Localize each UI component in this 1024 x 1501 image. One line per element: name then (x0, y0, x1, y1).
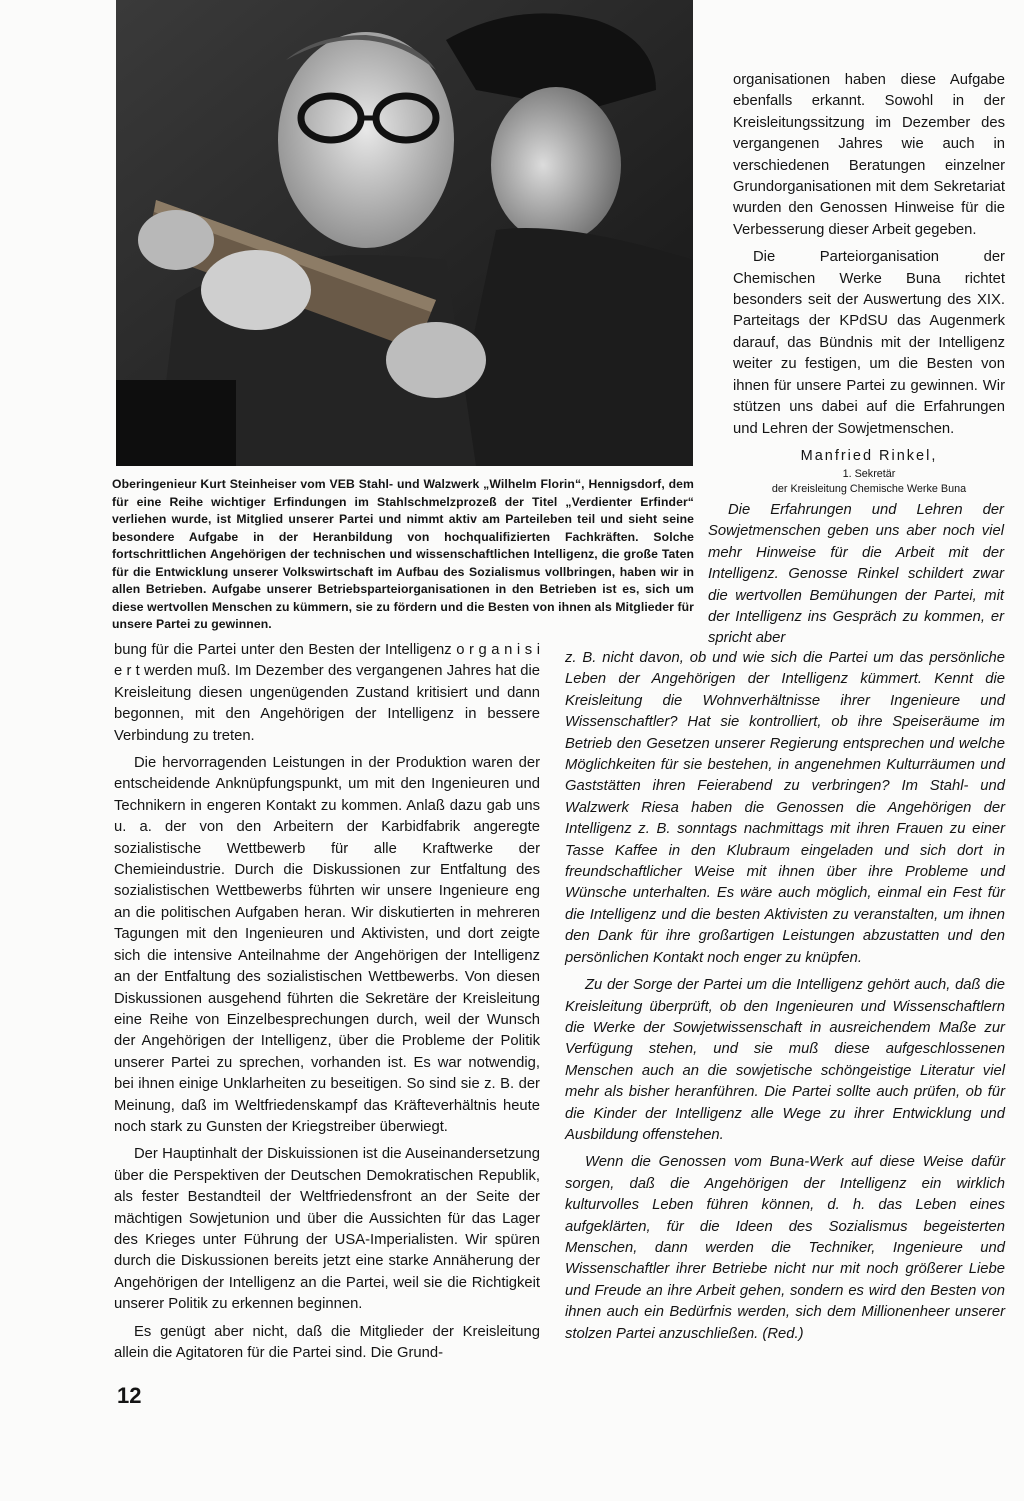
signature-name: Manfried Rinkel, (800, 447, 938, 464)
left-paragraph: Es genügt aber nicht, daß die Mitglieder der Kreisleitung allein die Agitatoren für die Partei sind. Die Grund- (114, 1323, 540, 1361)
signature-org: der Kreisleitung Chemische Werke Buna (771, 483, 967, 496)
photo-caption: Oberingenieur Kurt Steinheiser vom VEB Stahl- und Walzwerk „Wilhelm Florin“, Hennigsdorf, dem für eine Reihe wichtiger Erfindungen im Stahlschmelzprozeß der Titel „Verdienter Erfinder“ verliehen wurde, ist Mitglied unserer Partei und nimmt aktiv am Parteileben teil und sieht seine besondere Aufgabe in der Heranbildung von hochqualifizierten Fachkräften. Solche fortschrittlichen Angehörigen der technischen und wissenschaftlichen Intelligenz, die große Taten für die Entwicklung unserer Volkswirtschaft im Aufbau des Sozialismus vollbringen, haben wir in allen Betrieben. Aufgabe unserer Betriebsparteiorganisationen in den Betrieben ist es, sich um diese wertvollen Menschen zu kümmern, sie zu fördern und die Besten von ihnen als Mitglieder für unsere Partei zu gewinnen. (112, 477, 694, 631)
left-paragraph: Der Hauptinhalt der Diskuissionen ist die Auseinandersetzung über die Perspektiven der Deutschen Demokratischen Republik, als fester Bestandteil der Weltfriedensfront an der Seite der mächtigen Sowjetunion und über die Aussichten für das Lager des Krieges unter Führung der USA-Imperialisten. Wir spüren durch die Diskussionen bereits jetzt eine starke Annäherung der Angehörigen der Intelligenz an die Partei, weil sie die Richtigkeit unserer Politik zu erkennen beginnen. (114, 1146, 540, 1313)
left-column (114, 640, 540, 1370)
right-paragraph: organisationen haben diese Aufgabe ebenfalls erkannt. Sowohl in der Kreisleitungssitzung im Dezember des vergangenen Jahres wie auch in verschiedenen Beratungen einzelner Grundorganisationen mit dem Sekretariat wurden den Genossen Hinweise für die Verbesserung dieser Arbeit gegeben. (733, 72, 1005, 238)
editorial-paragraph: z. B. nicht davon, ob und wie sich die Partei um das persönliche Leben der Angehörigen der Intelligenz kümmert. Kennt die Kreisleitung die Wohnverhältnisse ihrer Ingenieure und Wissenschaftler? Hat sie kontrolliert, ob ihre Speiseräume im Betrieb den Gesetzen unserer Regierung entsprechen und welche Möglichkeiten für sie bestehen, in angenehmen Kulturräumen und Gaststätten ihren Feierabend zu verbringen? Im Stahl- und Walzwerk Riesa haben die Genossen die Angehörigen der Intelligenz z. B. sonntags nachmittags mit ihren Frauen zu einer Tasse Kaffee in den Klubraum eingeladen und sich dort in freundschaftlicher Weise mit ihnen über ihre Probleme und Wünsche unterhalten. Es wäre auch möglich, einmal ein Fest für die Intelligenz und die besten Aktivisten zu veranstalten, um ihnen den Dank für ihre großartigen Leistungen abzustatten und den persönlichen Kontakt noch enger zu knüpfen. (565, 650, 1005, 966)
left-paragraph: Die hervorragenden Leistungen in der Produktion waren der entscheidende Anknüpfungspunkt, um mit den Ingenieuren und Technikern in engeren Kontakt zu kommen. Anlaß dazu gab uns u. a. der von den Arbeitern der Karbidfabrik angeregte sozialistische Wettbewerb für alle Kraftwerke der Chemieindustrie. Durch die Diskussionen zur Entfaltung des sozialistischen Wettbewerbs führten wir unsere Ingenieure eng an die politischen Aufgaben heran. Wir diskutierten in mehreren Tagungen mit den Ingenieuren und Aktivisten, und dort zeigte sich die intensive Anteilnahme der Angehörigen der Intelligenz an der Entfaltung des sozialistischen Wettbewerbs. Von diesen Diskussionen ausgehend führten die Sekretäre der Kreisleitung eine Reihe von Einzelbesprechungen durch, weil der Wunsch der Angehörigen der Intelligenz, über die Probleme der Politik unserer Partei zu sprechen, vorhanden ist. Es war notwendig, bei ihnen einige Unklarheiten zu beseitigen. So sind sie z. B. der Meinung, daß im Weltfriedenskampf das Kräfteverhältnis heute noch stark zu Gunsten der Kriegstreiber überwiegt. (114, 755, 540, 1135)
right-paragraph: Die Parteiorganisation der Chemischen Werke Buna richtet besonders seit der Auswertung des XIX. Parteitags der KPdSU das Augenmerk darauf, das Bündnis mit der Intelligenz weiter zu festigen, um die Besten von ihnen für unsere Partei zu gewinnen. Wir stützen uns dabei auf die Erfahrungen und Lehren der Sowjetmenschen. (733, 249, 1005, 437)
signature-title: 1. Sekretär (842, 468, 896, 481)
editorial-intro (708, 500, 1004, 656)
page-number: 12 (117, 1383, 142, 1408)
left-paragraph: bung für die Partei unter den Besten der Intelligenz o r g a n i s i e r t werden muß. Im Dezember des vergangenen Jahres hat die Kreisleitung diesen ungenügenden Zustand kritisiert und dann begonnen, mit den Angehörigen der Intelligenz in bessere Verbindung zu treten. (114, 642, 540, 744)
article-photo (116, 0, 693, 466)
photo-illustration (116, 0, 693, 466)
editorial-paragraph: Wenn die Genossen vom Buna-Werk auf diese Weise dafür sorgen, daß die Angehörigen der Intelligenz ein wirklich kulturvolles Leben führen können, d. h. das Leben eines aufgeklärten, für die Ideen des Sozialismus begeisterten Menschen, dann werden die Techniker, Ingenieure und Wissenschaftler ihrer Betriebe nicht nur mit noch größerer Liebe und Freude an ihre Arbeit gehen, sondern es wird den Besten von ihnen auch ein Bedürfnis werden, sich dem Millionenheer unserer stolzen Partei anzuschließen. (Red.) (565, 1154, 1005, 1342)
right-top-column (733, 70, 1005, 497)
editorial-column (565, 648, 1005, 1351)
editorial-paragraph: Die Erfahrungen und Lehren der Sowjetmenschen geben uns aber noch viel mehr Hinweise für die Arbeit mit der Intelligenz. Genosse Rinkel schildert zwar die wertvollen Bemühungen der Partei, mit der Intelligenz ins Gespräch zu kommen, er spricht aber (708, 502, 1004, 647)
editorial-paragraph: Zu der Sorge der Partei um die Intelligenz gehört auch, daß die Kreisleitung überprüft, ob den Ingenieuren und Wissenschaftlern die Werke der Sowjetwissenschaft in ausreichendem Maße zur Verfügung stehen, und sie muß diese aufgeschlossenen Menschen auch an die sowjetische schöngeistige Literatur viel mehr als bisher heranführen. Die Partei sollte auch prüfen, ob für die Kinder der Intelligenz alle Wege zu ihrer Entwicklung und Ausbildung offenstehen. (565, 977, 1005, 1143)
